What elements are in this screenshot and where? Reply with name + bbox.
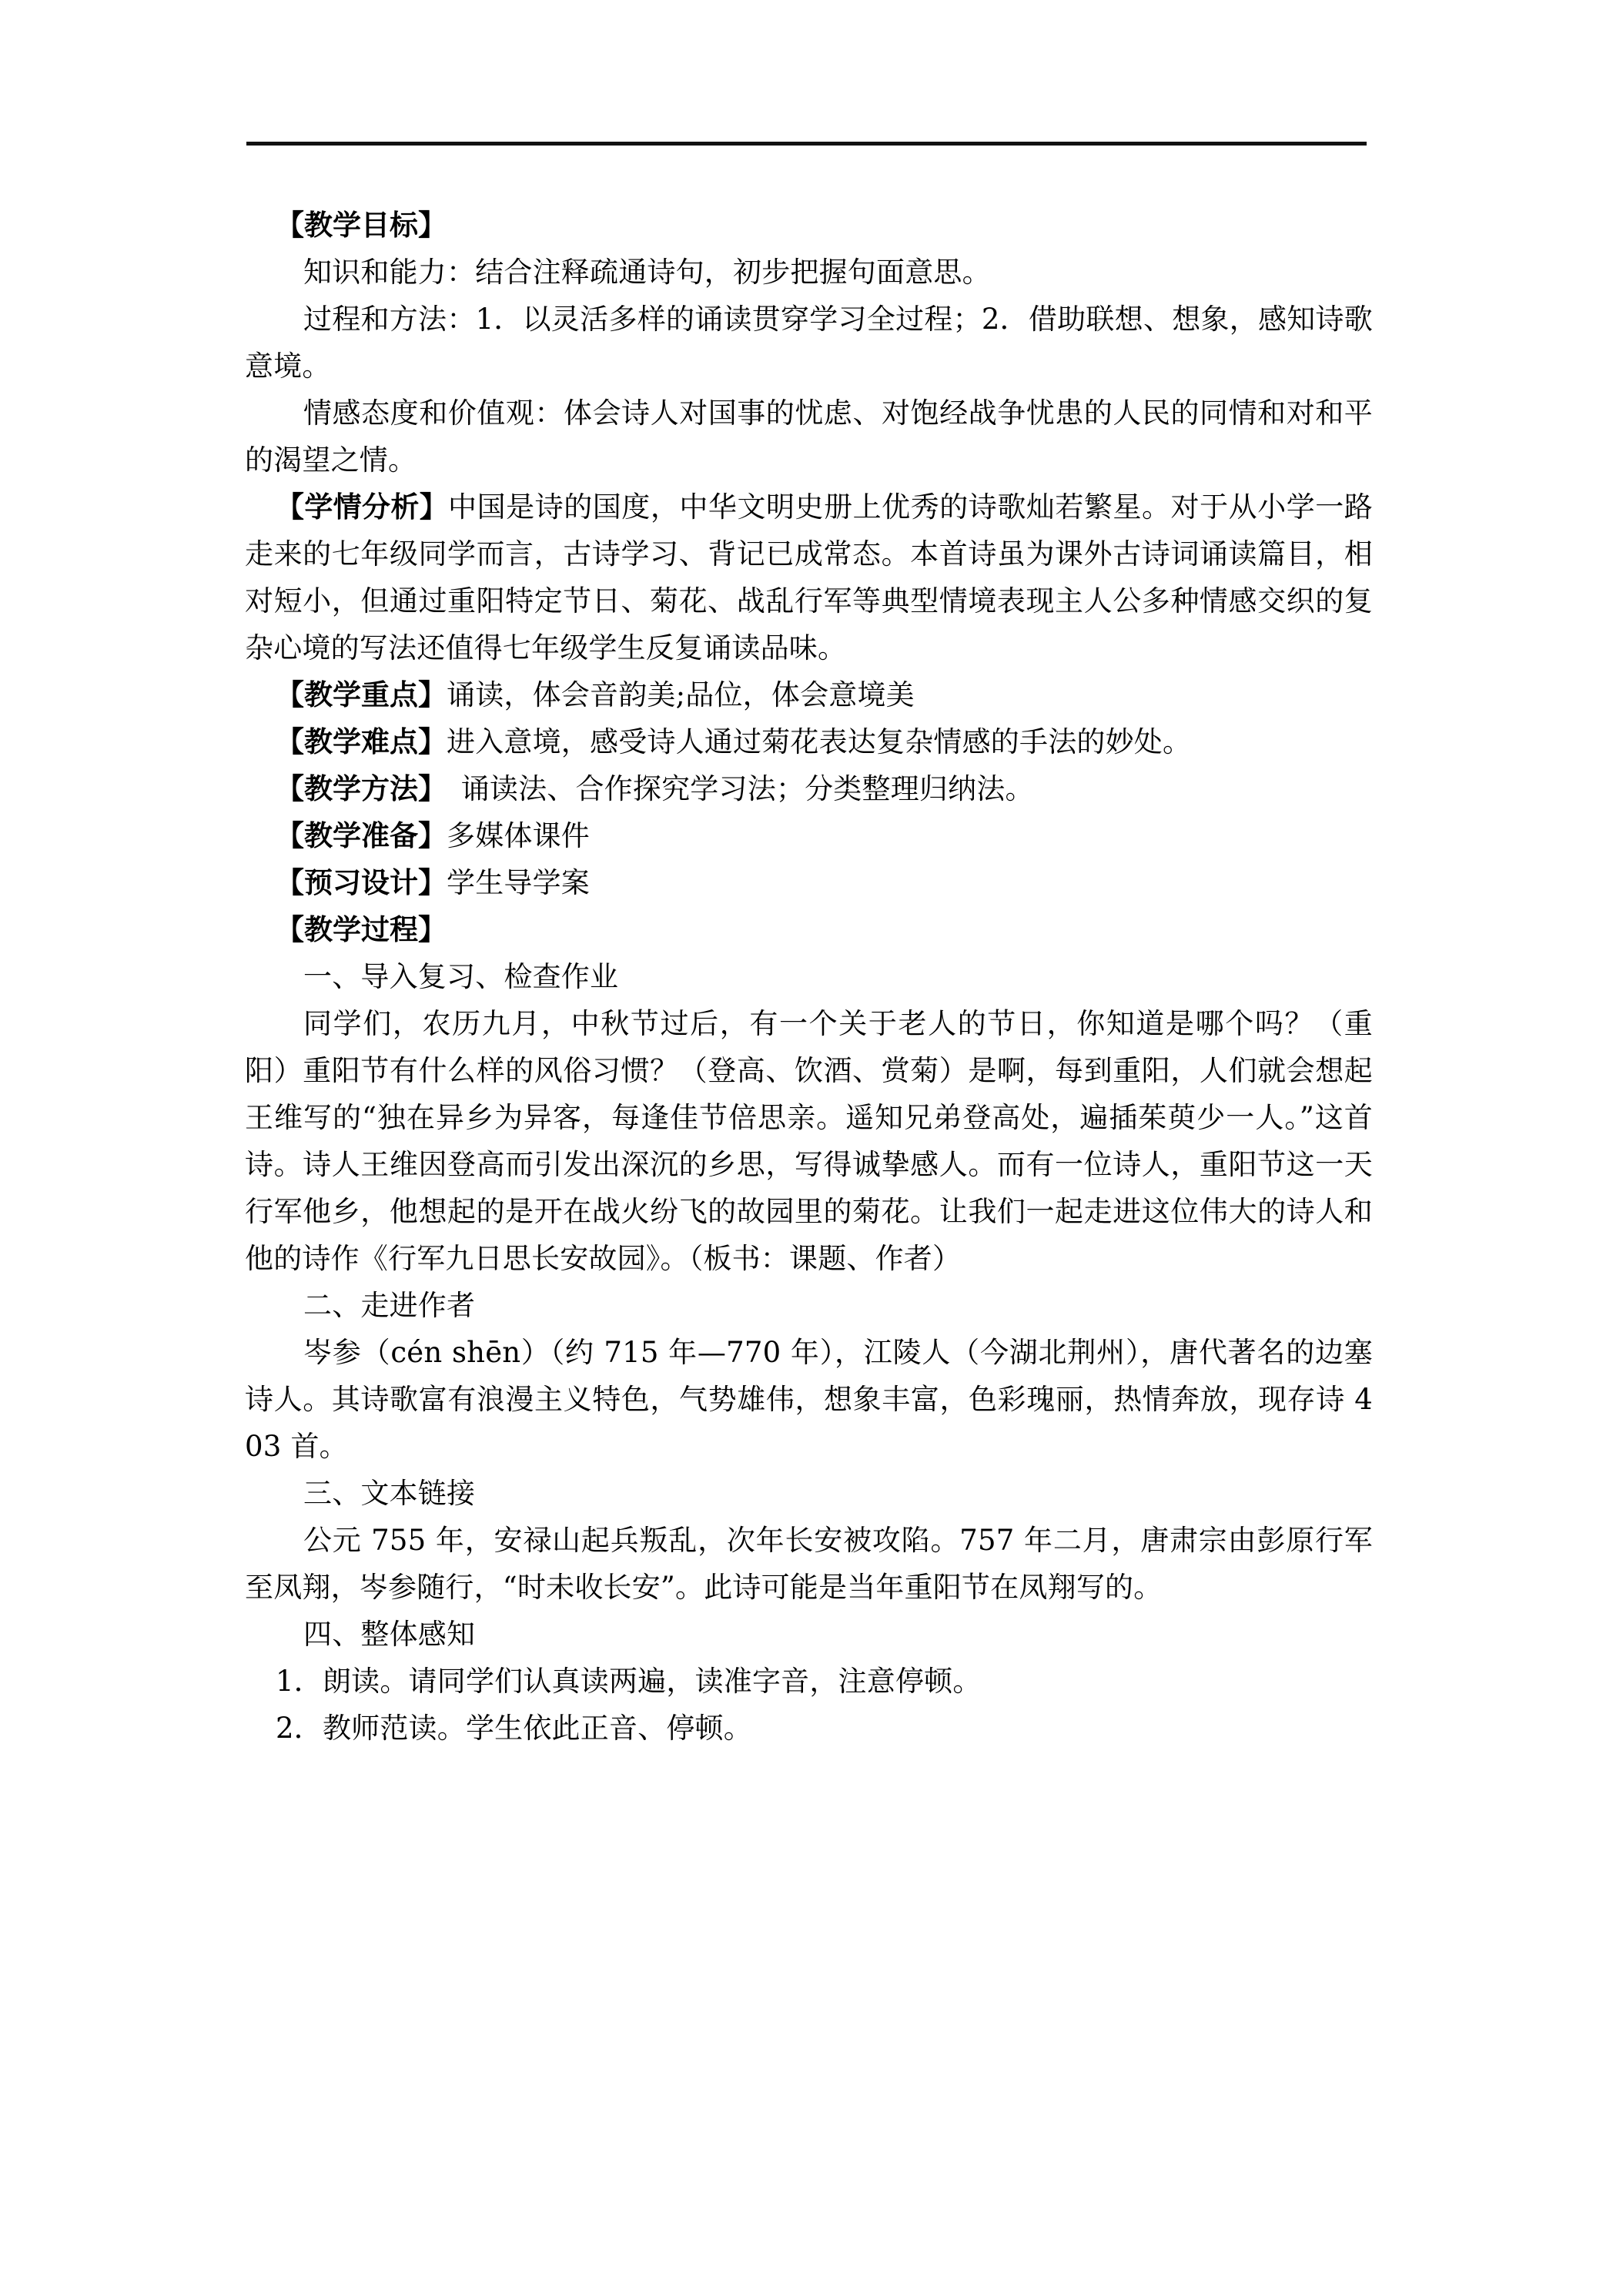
teaching-focus-paragraph [245,671,1373,718]
objective-emotion-paragraph: 情感态度和价值观：体会诗人对国事的忧虑、对饱经战争忧患的人民的同情和对和平的渴望之情。 [245,397,1373,477]
page-title [245,183,1373,186]
step-4-item-2: 2．教师范读。学生依此正音、停顿。 [276,1712,752,1745]
step-2-title: 二、走进作者 [303,1289,476,1322]
objective-process-paragraph: 过程和方法：1．以灵活多样的诵读贯穿学习全过程；2．借助联想、想象，感知诗歌意境。 [245,303,1373,383]
preview-design-text: 学生导学案 [447,866,590,899]
teaching-process-label: 【教学过程】 [276,913,447,946]
teaching-preparation-paragraph [245,812,1373,859]
teaching-preparation-label: 【教学准备】 [276,819,447,852]
learning-analysis-text: 中国是诗的国度，中华文明史册上优秀的诗歌灿若繁星。对于从小学一路走来的七年级同学而言，古诗学习、背记已成常态。本首诗虽为课外古诗词诵读篇目，相对短小，但通过重阳特定节日、菊花、战乱行军等典型情境表现主人公多种情感交织的复杂心境的写法还值得七年级学生反复诵读品味。 [245,490,1373,664]
teaching-method-text: 诵读法、合作探究学习法；分类整理归纳法。 [432,772,1034,805]
objective-knowledge-paragraph: 知识和能力：结合注释疏通诗句，初步把握句面意思。 [303,256,991,289]
header-separator-rule [246,142,1367,146]
step-4-item-1: 1．朗读。请同学们认真读两遍，读准字音，注意停顿。 [276,1665,982,1698]
document-body [245,183,1373,1752]
teaching-preparation-text: 多媒体课件 [447,819,590,852]
teaching-process-header [245,906,1373,953]
teaching-objectives-header [245,202,1373,249]
teaching-objectives-label: 【教学目标】 [276,209,447,242]
step-4-title: 四、整体感知 [303,1618,476,1651]
teaching-method-label: 【教学方法】 [276,772,433,805]
step-2-body: 岑参（cén shēn）（约 715 年—770 年），江陵人（今湖北荆州），唐代著名的边塞诗人。其诗歌富有浪漫主义特色，气势雄伟，想象丰富，色彩瑰丽，热情奔放，现存诗 403 首。 [245,1336,1373,1463]
learning-analysis-paragraph [245,484,1373,671]
preview-design-label: 【预习设计】 [276,866,447,899]
teaching-difficulty-label: 【教学难点】 [276,725,447,758]
learning-analysis-label: 【学情分析】 [276,490,449,524]
step-1-body: 同学们，农历九月，中秋节过后，有一个关于老人的节日，你知道是哪个吗？（重阳）重阳节有什么样的风俗习惯？（登高、饮酒、赏菊）是啊，每到重阳，人们就会想起王维写的“独在异乡为异客，每逢佳节倍思亲。遥知兄弟登高处，遍插茱萸少一人。”这首诗。诗人王维因登高而引发出深沉的乡思，写得诚挚感人。而有一位诗人，重阳节这一天行军他乡，他想起的是开在战火纷飞的故园里的菊花。让我们一起走进这位伟大的诗人和他的诗作《行军九日思长安故园》。（板书：课题、作者） [245,1007,1373,1275]
teaching-difficulty-paragraph [245,718,1373,765]
step-3-body: 公元 755 年，安禄山起兵叛乱，次年长安被攻陷。757 年二月，唐肃宗由彭原行军至凤翔，岑参随行，“时未收长安”。此诗可能是当年重阳节在凤翔写的。 [245,1524,1373,1604]
teaching-method-paragraph [245,765,1373,812]
teaching-focus-label: 【教学重点】 [276,678,447,711]
teaching-focus-text: 诵读，体会音韵美;品位，体会意境美 [447,678,915,711]
step-1-title: 一、导入复习、检查作业 [303,960,619,993]
step-3-title: 三、文本链接 [303,1477,476,1510]
teaching-difficulty-text: 进入意境，感受诗人通过菊花表达复杂情感的手法的妙处。 [447,725,1192,758]
preview-design-paragraph [245,859,1373,906]
